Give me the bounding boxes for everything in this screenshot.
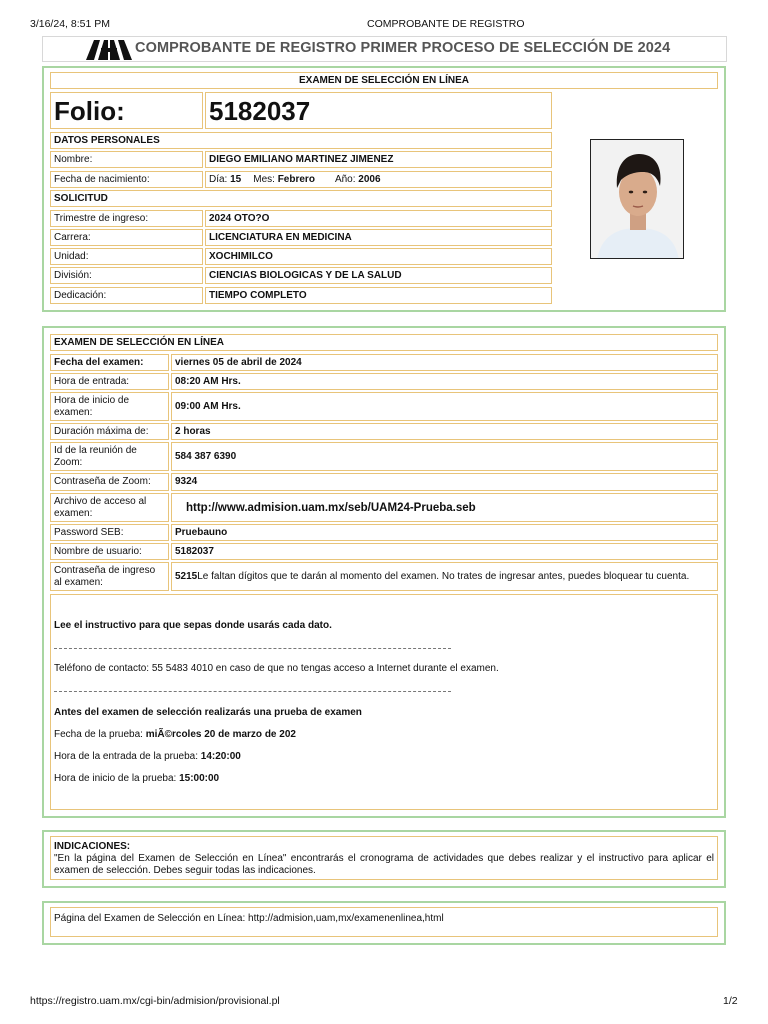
examen-heading: EXAMEN DE SELECCIÓN EN LÍNEA xyxy=(50,334,718,351)
telefono-line: Teléfono de contacto: 55 5483 4010 en caso de que no tengas acceso a Internet durante el examen. xyxy=(54,663,499,674)
hora-inicio-label: Hora de inicio de la prueba: xyxy=(54,773,177,784)
examen-row-label: Fecha del examen: xyxy=(50,354,169,371)
anio-value: 2006 xyxy=(358,173,381,185)
fecha-nacimiento-label: Fecha de nacimiento: xyxy=(50,171,203,188)
mes-value: Febrero xyxy=(277,173,315,185)
password-note: Le faltan dígitos que te darán al momento del examen. No trates de ingresar antes, puedes bloquear tu cuenta. xyxy=(197,570,690,582)
examen-row-label: Hora de inicio de examen: xyxy=(50,392,169,421)
nombre-label: Nombre: xyxy=(50,151,203,168)
registro-row-label: Unidad: xyxy=(50,248,203,265)
folio-label: Folio: xyxy=(50,92,203,129)
dia-value: 15 xyxy=(230,173,242,185)
registro-row-label: Dedicación: xyxy=(50,287,203,304)
indicaciones-heading: INDICACIONES: xyxy=(54,841,131,852)
hora-entrada-value: 14:20:00 xyxy=(200,751,241,762)
person-photo-icon xyxy=(591,140,684,259)
dashed-divider xyxy=(54,648,451,649)
prueba-heading: Antes del examen de selección realizarás una prueba de examen xyxy=(54,707,362,718)
indicaciones-block xyxy=(50,836,718,880)
fecha-prueba-line xyxy=(54,729,296,740)
page-title: COMPROBANTE DE REGISTRO PRIMER PROCESO DE SELECCIÓN DE 2024 xyxy=(135,40,671,56)
registro-row-value: LICENCIATURA EN MEDICINA xyxy=(205,229,552,246)
pagina-examen-link[interactable]: Página del Examen de Selección en Línea: http://admision,uam,mx/examenenlinea,html xyxy=(50,907,718,937)
fecha-prueba-value: miÃ©rcoles 20 de marzo de 202 xyxy=(145,729,296,740)
datos-personales-heading: DATOS PERSONALES xyxy=(50,132,552,149)
registro-row-label: División: xyxy=(50,267,203,284)
registro-row-label: Trimestre de ingreso: xyxy=(50,210,203,227)
print-doc-title: COMPROBANTE DE REGISTRO xyxy=(367,18,525,30)
registro-heading: EXAMEN DE SELECCIÓN EN LÍNEA xyxy=(50,72,718,89)
hora-inicio-line xyxy=(54,773,219,784)
nombre-value: DIEGO EMILIANO MARTINEZ JIMENEZ xyxy=(205,151,552,168)
examen-row-value xyxy=(171,562,718,591)
mes-label: Mes: xyxy=(253,173,275,185)
examen-row-label: Hora de entrada: xyxy=(50,373,169,390)
examen-row-label: Duración máxima de: xyxy=(50,423,169,440)
solicitud-heading: SOLICITUD xyxy=(50,190,552,207)
examen-row-value: 08:20 AM Hrs. xyxy=(171,373,718,390)
examen-row-value: 9324 xyxy=(171,473,718,491)
examen-row-label: Id de la reunión de Zoom: xyxy=(50,442,169,471)
hora-inicio-value: 15:00:00 xyxy=(179,773,220,784)
examen-row-label: Nombre de usuario: xyxy=(50,543,169,560)
title-banner xyxy=(42,36,727,62)
password-prefix: 5215 xyxy=(175,570,198,582)
registro-row-value: XOCHIMILCO xyxy=(205,248,552,265)
dia-label: Día: xyxy=(209,173,228,185)
examen-row-value: 5182037 xyxy=(171,543,718,560)
fecha-prueba-label: Fecha de la prueba: xyxy=(54,729,143,740)
uam-logo-icon xyxy=(86,38,132,60)
examen-row-label: Contraseña de ingreso al examen: xyxy=(50,562,169,591)
registro-row-value: 2024 OTO?O xyxy=(205,210,552,227)
print-datetime: 3/16/24, 8:51 PM xyxy=(30,18,110,30)
anio-label: Año: xyxy=(334,173,356,185)
dashed-divider xyxy=(54,691,451,692)
hora-entrada-line xyxy=(54,751,241,762)
folio-value: 5182037 xyxy=(205,92,552,129)
examen-row-value: 09:00 AM Hrs. xyxy=(171,392,718,421)
page-number: 1/2 xyxy=(723,995,738,1007)
examen-row-value: 2 horas xyxy=(171,423,718,440)
fecha-nacimiento-value xyxy=(205,171,552,188)
indicaciones-text: "En la página del Examen de Selección en Línea" encontrarás el cronograma de actividades que debes realizar y el instructivo para aplicar el examen de selección. Debes seguir todas las indicaciones. xyxy=(54,853,714,876)
registro-row-label: Carrera: xyxy=(50,229,203,246)
examen-row-label: Password SEB: xyxy=(50,524,169,541)
examen-row-value: Pruebauno xyxy=(171,524,718,541)
instructivo-line: Lee el instructivo para que sepas donde usarás cada dato. xyxy=(54,620,332,631)
hora-entrada-label: Hora de la entrada de la prueba: xyxy=(54,751,198,762)
examen-row-value: 584 387 6390 xyxy=(171,442,718,471)
examen-row-label: Archivo de acceso al examen: xyxy=(50,493,169,522)
print-url: https://registro.uam.mx/cgi-bin/admision/provisional.pl xyxy=(30,995,280,1007)
examen-row-label: Contraseña de Zoom: xyxy=(50,473,169,491)
exam-access-link[interactable]: http://www.admision.uam.mx/seb/UAM24-Prueba.seb xyxy=(171,493,718,522)
registro-row-value: TIEMPO COMPLETO xyxy=(205,287,552,304)
examen-row-value: viernes 05 de abril de 2024 xyxy=(171,354,718,371)
applicant-photo xyxy=(590,139,684,259)
registro-row-value: CIENCIAS BIOLOGICAS Y DE LA SALUD xyxy=(205,267,552,284)
